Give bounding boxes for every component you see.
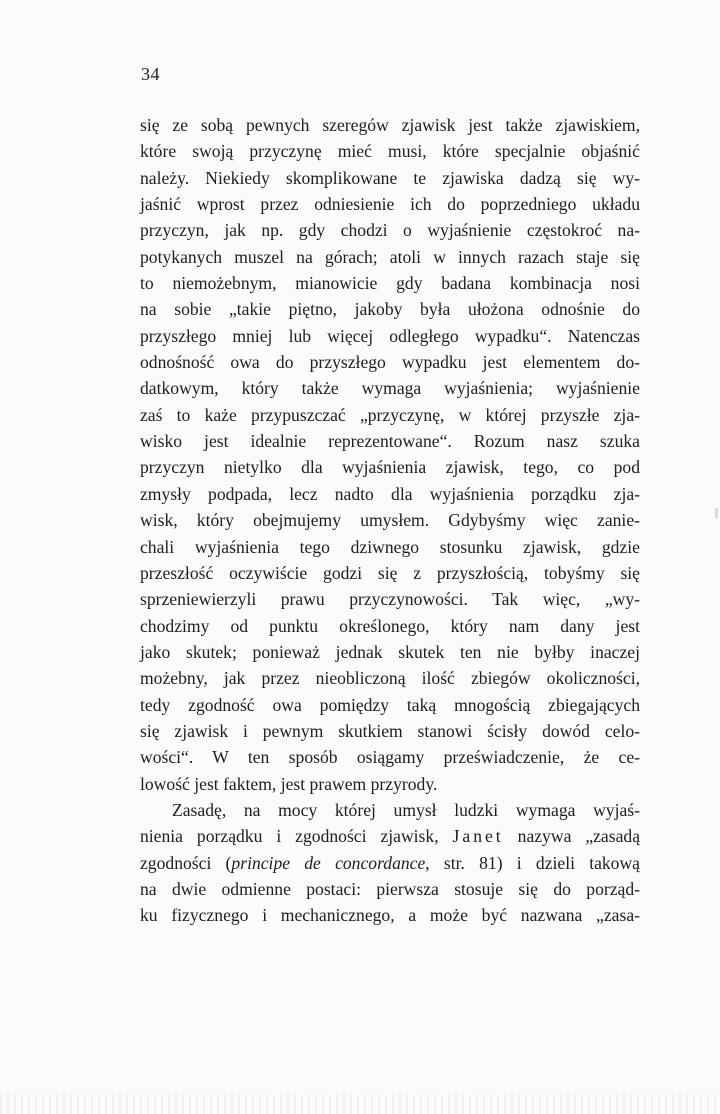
text-line: datkowym, który także wymaga wyjaśnienia; wyjaśnienie bbox=[140, 378, 640, 399]
text-line: przyczyn nietylko dla wyjaśnienia zjawisk, tego, co pod bbox=[140, 457, 640, 478]
text-line: chali wyjaśnienia tego dziwnego stosunku zjawisk, gdzie bbox=[140, 536, 640, 557]
text-line: jaśnić wprost przez odniesienie ich do poprzedniego układu bbox=[140, 194, 640, 215]
page-number: 34 bbox=[141, 64, 160, 84]
text-run: na dwie odmienne postaci: pierwsza stosuje się do porząd- bbox=[140, 878, 640, 899]
text-line: przyczyn, jak np. gdy chodzi o wyjaśnienie częstokroć na- bbox=[140, 220, 640, 241]
text-line bbox=[140, 876, 640, 902]
text-line: na sobie „takie piętno, jakoby była ułożona odnośnie do bbox=[140, 299, 640, 320]
body-text bbox=[140, 112, 640, 929]
scan-edge-mark bbox=[715, 508, 718, 518]
paragraph bbox=[140, 797, 640, 929]
text-run: zgodności ( bbox=[140, 852, 232, 873]
text-run: , str. 81) i dzieli takową bbox=[425, 852, 640, 873]
text-line: lowość jest faktem, jest prawem przyrody. bbox=[140, 773, 438, 794]
text-line: które swoją przyczynę mieć musi, które specjalnie objaśnić bbox=[140, 141, 640, 162]
text-line: wisko jest idealnie reprezentowane“. Rozum nasz szuka bbox=[140, 431, 640, 452]
text-line: chodzimy od punktu określonego, który nam dany jest bbox=[140, 615, 640, 636]
text-line: się zjawisk i pewnym skutkiem stanowi ścisły dowód celo- bbox=[140, 720, 640, 741]
text-line: tedy zgodność owa pomiędzy taką mnogością zbiegających bbox=[140, 694, 640, 715]
text-line bbox=[140, 823, 640, 849]
text-line: wości“. W ten sposób osiągamy przeświadczenie, że ce- bbox=[140, 747, 640, 768]
text-line: potykanych muszel na górach; atoli w innych razach staje się bbox=[140, 246, 640, 267]
text-line: to niemożebnym, mianowicie gdy badana kombinacja nosi bbox=[140, 273, 640, 294]
text-line: jako skutek; ponieważ jednak skutek ten nie byłby inaczej bbox=[140, 641, 640, 662]
spaced-name: Janet bbox=[452, 826, 504, 847]
text-run: ku fizycznego i mechanicznego, a może być nazwana „zasa- bbox=[140, 905, 640, 926]
paragraph bbox=[140, 112, 640, 797]
text-line: zaś to każe przypuszczać „przyczynę, w której przyszłe zja- bbox=[140, 404, 640, 425]
text-line: możebny, jak przez nieobliczoną ilość zbiegów okoliczności, bbox=[140, 668, 640, 689]
italic-phrase: principe de concordance bbox=[231, 852, 426, 873]
text-line: się ze sobą pewnych szeregów zjawisk jest także zjawiskiem, bbox=[140, 115, 640, 135]
text-line: sprzeniewierzyli prawu przyczynowości. Tak więc, „wy- bbox=[140, 589, 640, 610]
text-run: nazywa „zasadą bbox=[503, 826, 641, 847]
text-line: zmysły podpada, lecz nadto dla wyjaśnienia porządku zja- bbox=[140, 483, 640, 504]
text-line: przyszłego mniej lub więcej odległego wypadku“. Natenczas bbox=[140, 325, 640, 346]
text-run: nienia porządku i zgodności zjawisk, bbox=[140, 826, 453, 847]
text-line bbox=[140, 797, 640, 823]
text-line bbox=[140, 850, 640, 876]
text-line: przeszłość oczywiście godzi się z przyszłością, tobyśmy się bbox=[140, 562, 640, 583]
text-line: wisk, który obejmujemy umysłem. Gdybyśmy więc zanie- bbox=[140, 510, 640, 531]
text-line: należy. Niekiedy skomplikowane te zjawiska dadzą się wy- bbox=[140, 167, 640, 188]
text-run: Zasadę, na mocy której umysł ludzki wymaga wyjaś- bbox=[172, 799, 640, 820]
scan-bottom-edge bbox=[0, 1094, 720, 1114]
text-line: odnośność owa do przyszłego wypadku jest elementem do- bbox=[140, 352, 640, 373]
text-line bbox=[140, 902, 640, 928]
